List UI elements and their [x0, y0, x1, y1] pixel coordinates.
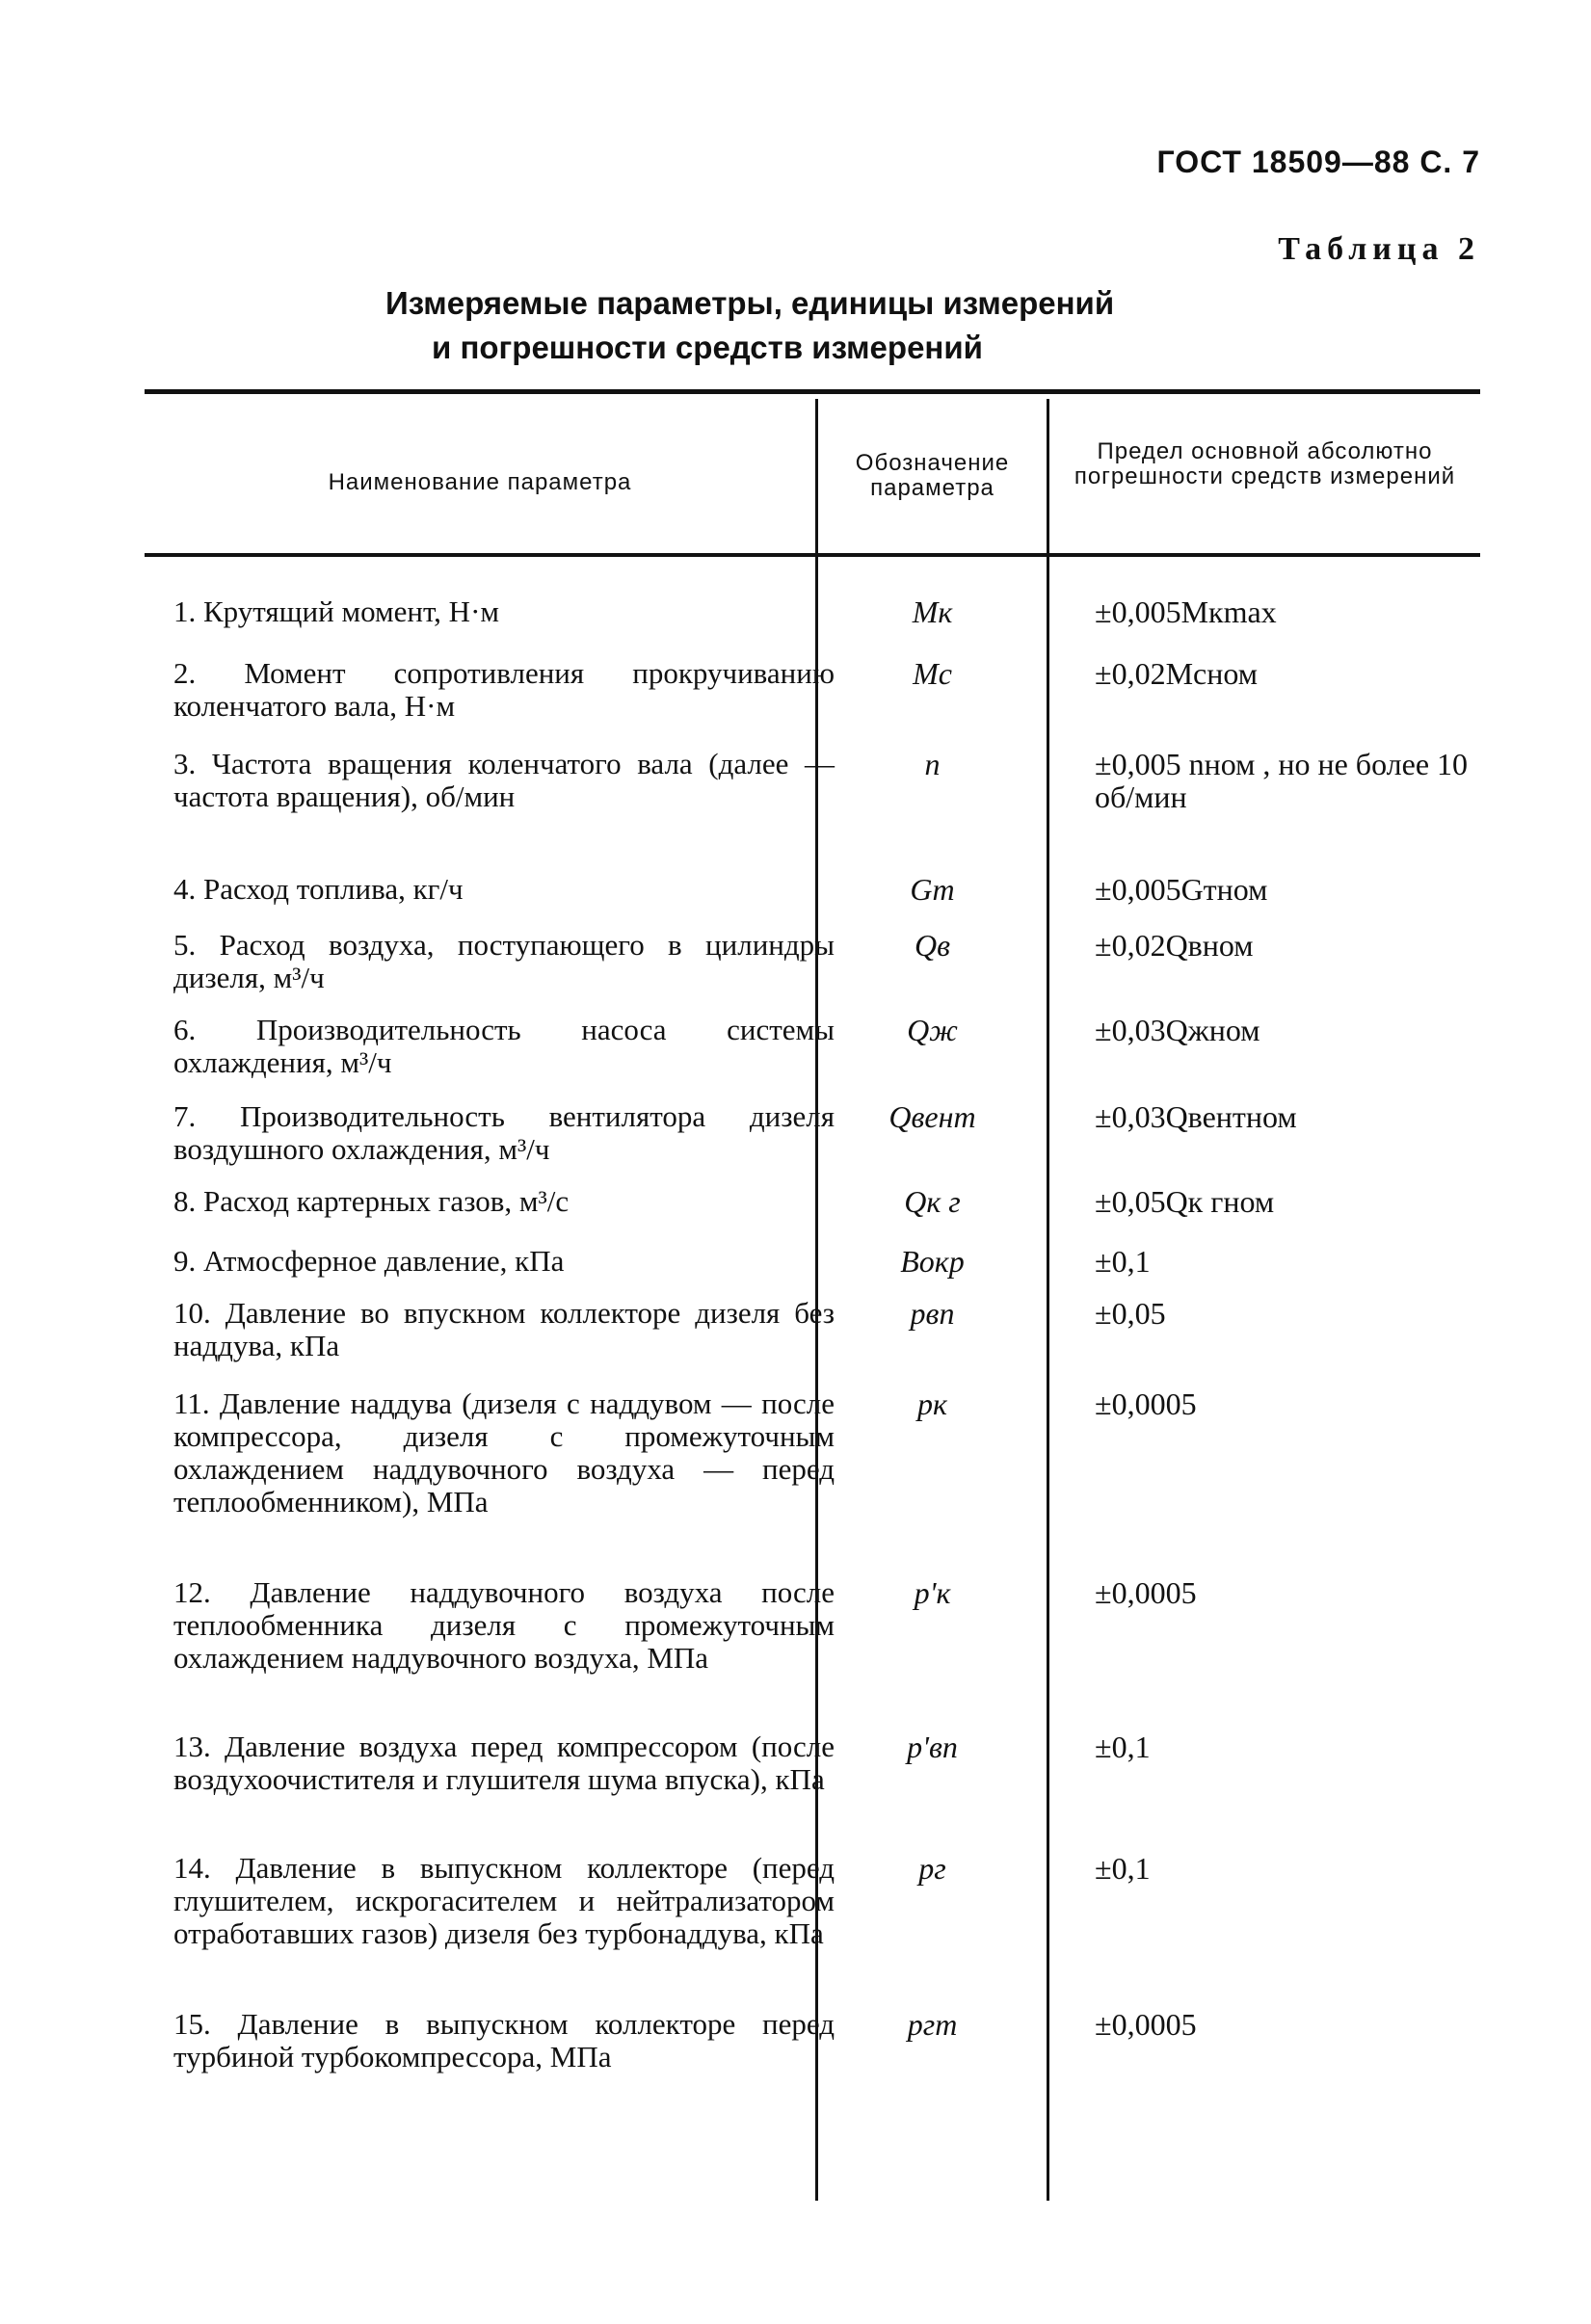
parameter-error: ±0,05	[1095, 1296, 1166, 1331]
parameter-error: ±0,0005	[1095, 1386, 1197, 1421]
parameter-symbol: p'вп	[907, 1730, 958, 1764]
parameter-symbol: pк	[917, 1386, 947, 1421]
parameter-error: ±0,03Qжном	[1095, 1013, 1260, 1047]
parameter-error: ±0,1	[1095, 1851, 1151, 1886]
parameter-symbol: Mк	[912, 594, 953, 629]
parameter-name: 8. Расход картерных газов, м³/с	[173, 1184, 570, 1218]
column-header-error: Предел основной абсолютно погрешности средств измерений	[1074, 438, 1456, 489]
parameter-name: 1. Крутящий момент, Н·м	[173, 594, 500, 628]
document-reference: ГОСТ 18509—88 С. 7	[1156, 145, 1480, 179]
parameter-name: 14. Давление в выпускном коллекторе (перед глушителем, искрогасителем и нейтрализатором отработавших газов) дизеля без турбонаддува, кПа	[173, 1851, 835, 1950]
parameter-name: 15. Давление в выпускном коллекторе перед турбиной турбокомпрессора, МПа	[173, 2007, 835, 2073]
parameter-error: ±0,1	[1095, 1244, 1151, 1279]
parameter-error: ±0,02Mсном	[1095, 656, 1258, 691]
parameter-symbol: p'к	[914, 1575, 951, 1610]
parameter-name: 7. Производительность вентилятора дизеля воздушного охлаждения, м³/ч	[173, 1099, 835, 1166]
table-title-line-1: Измеряемые параметры, единицы измерений	[385, 285, 1115, 321]
parameter-symbol: Qж	[907, 1013, 958, 1047]
parameter-symbol: pгт	[907, 2007, 958, 2042]
parameter-name: 2. Момент сопротивления прокручиванию коленчатого вала, Н·м	[173, 656, 835, 723]
parameter-symbol: pвп	[910, 1296, 955, 1331]
parameter-symbol: Qк г	[904, 1184, 961, 1219]
parameter-error: ±0,0005	[1095, 2007, 1197, 2042]
parameter-error: ±0,005Mкmax	[1095, 594, 1277, 629]
parameter-name: 10. Давление во впускном коллекторе дизеля без наддува, кПа	[173, 1296, 835, 1362]
parameter-symbol: Mс	[913, 656, 952, 691]
parameter-name: 13. Давление воздуха перед компрессором (после воздухоочистителя и глушителя шума впуска), кПа	[173, 1730, 835, 1796]
parameter-error: ±0,05Qк гном	[1095, 1184, 1275, 1219]
parameter-error: ±0,0005	[1095, 1575, 1197, 1610]
parameter-error: ±0,005 nном , но не более 10 об/мин	[1095, 747, 1469, 814]
parameter-name: 11. Давление наддува (дизеля с наддувом — после компрессора, дизеля с промежуточным охлаждением наддувочного воздуха — перед теплообменником), МПа	[173, 1386, 835, 1519]
parameter-name: 5. Расход воздуха, поступающего в цилиндры дизеля, м³/ч	[173, 928, 835, 994]
parameter-name: 3. Частота вращения коленчатого вала (далее — частота вращения), об/мин	[173, 747, 835, 813]
parameter-error: ±0,005Gтном	[1095, 872, 1268, 907]
table-title-line-2: и погрешности средств измерений	[432, 330, 983, 365]
parameter-symbol: Qвент	[888, 1099, 976, 1134]
parameter-error: ±0,02Qвном	[1095, 928, 1254, 963]
parameter-error: ±0,03Qвентном	[1095, 1099, 1297, 1134]
column-header-symbol: Обозначение параметра	[855, 450, 1010, 501]
parameter-symbol: Qв	[915, 928, 950, 963]
table-header-rule	[145, 553, 1480, 557]
parameter-symbol: pг	[918, 1851, 946, 1886]
parameter-name: 9. Атмосферное давление, кПа	[173, 1244, 565, 1278]
parameter-symbol: Gт	[910, 872, 955, 907]
parameter-name: 12. Давление наддувочного воздуха после теплообменника дизеля с промежуточным охлаждением наддувочного воздуха, МПа	[173, 1575, 835, 1675]
column-header-name: Наименование параметра	[328, 469, 632, 495]
parameter-error: ±0,1	[1095, 1730, 1151, 1764]
parameter-symbol: n	[924, 747, 941, 781]
table-label: Таблица 2	[1278, 231, 1480, 267]
column-divider-2	[1047, 399, 1049, 2201]
table-top-rule	[145, 389, 1480, 394]
parameter-name: 6. Производительность насоса системы охлаждения, м³/ч	[173, 1013, 835, 1079]
parameter-name: 4. Расход топлива, кг/ч	[173, 872, 464, 906]
table-title	[385, 281, 1253, 370]
parameter-symbol: Bокр	[900, 1244, 965, 1279]
